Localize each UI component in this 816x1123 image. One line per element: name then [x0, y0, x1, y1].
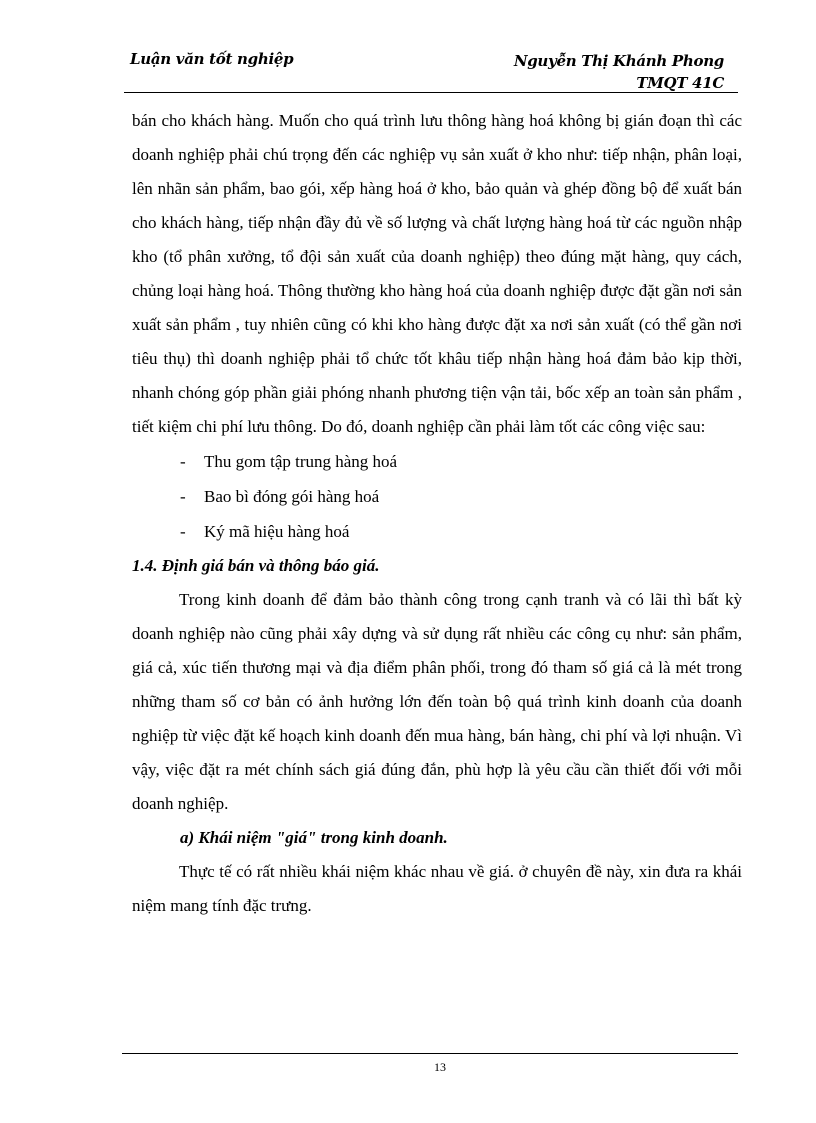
header-thesis-label: Luận văn tốt nghiệp — [130, 50, 294, 68]
header-rule — [124, 92, 738, 93]
bullet-dash: - — [180, 452, 186, 471]
list-item — [132, 479, 742, 514]
paragraph: Trong kinh doanh để đảm bảo thành công trong cạnh tranh và có lãi thì bất kỳ doanh nghiệp nào cũng phải xây dựng và sử dụng rất nhiều các công cụ như: sản phẩm, giá cả, xúc tiến thương mại và địa điểm phân phối, trong đó tham số giá cả là mét trong những tham số cơ bản có ảnh hưởng lớn đến toàn bộ quá trình kinh doanh của doanh nghiệp từ việc đặt kế hoạch kinh doanh đến mua hàng, bán hàng, chi phí và lợi nhuận. Vì vậy, việc đặt ra mét chính sách giá đúng đắn, phù hợp là yêu cầu cần thiết đối với mỗi doanh nghiệp. — [132, 590, 742, 813]
paragraph: Thực tế có rất nhiều khái niệm khác nhau về giá. ở chuyên đề này, xin đưa ra khái niệm mang tính đặc trưng. — [132, 862, 742, 915]
list-item — [132, 514, 742, 549]
paragraph-continuation: bán cho khách hàng. Muốn cho quá trình lưu thông hàng hoá không bị gián đoạn thì các doanh nghiệp phải chú trọng đến các nghiệp vụ sản xuất ở kho như: tiếp nhận, phân loại, lên nhãn sản phẩm, bao gói, xếp hàng hoá ở kho, bảo quản và ghép đồng bộ để xuất bán cho khách hàng, tiếp nhận đầy đủ về số lượng và chất lượng hàng hoá từ các nguồn nhập kho (tổ phân xưởng, tổ đội sản xuất của doanh nghiệp) theo đúng mặt hàng, quy cách, chủng loại hàng hoá. Thông thường kho hàng hoá của doanh nghiệp được đặt gần nơi sản xuất sản phẩm , tuy nhiên cũng có khi kho hàng được đặt xa nơi sản xuất (có thể gần nơi tiêu thụ) thì doanh nghiệp phải tổ chức tốt khâu tiếp nhận hàng hoá đảm bảo kịp thời, nhanh chóng góp phần giải phóng nhanh phương tiện vận tải, bốc xếp an toàn sản phẩm , tiết kiệm chi phí lưu thông. Do đó, doanh nghiệp cần phải làm tốt các công việc sau: — [132, 111, 742, 436]
page-number: 13 — [434, 1060, 446, 1074]
page-body — [132, 104, 742, 923]
section-heading: 1.4. Định giá bán và thông báo giá. — [132, 556, 380, 575]
list-item-text: Ký mã hiệu hàng hoá — [204, 522, 350, 541]
list-item — [132, 444, 742, 479]
header-class-code: TMQT 41C — [636, 74, 724, 92]
footer-rule — [122, 1053, 738, 1054]
bullet-dash: - — [180, 487, 186, 506]
header-author-name: Nguyễn Thị Khánh Phong — [513, 52, 724, 70]
list-item-text: Thu gom tập trung hàng hoá — [204, 452, 398, 471]
header-author-block — [514, 50, 724, 94]
sub-heading: a) Khái niệm "giá" trong kinh doanh. — [180, 828, 448, 847]
list-item-text: Bao bì đóng gói hàng hoá — [204, 487, 380, 506]
bullet-dash: - — [180, 522, 186, 541]
